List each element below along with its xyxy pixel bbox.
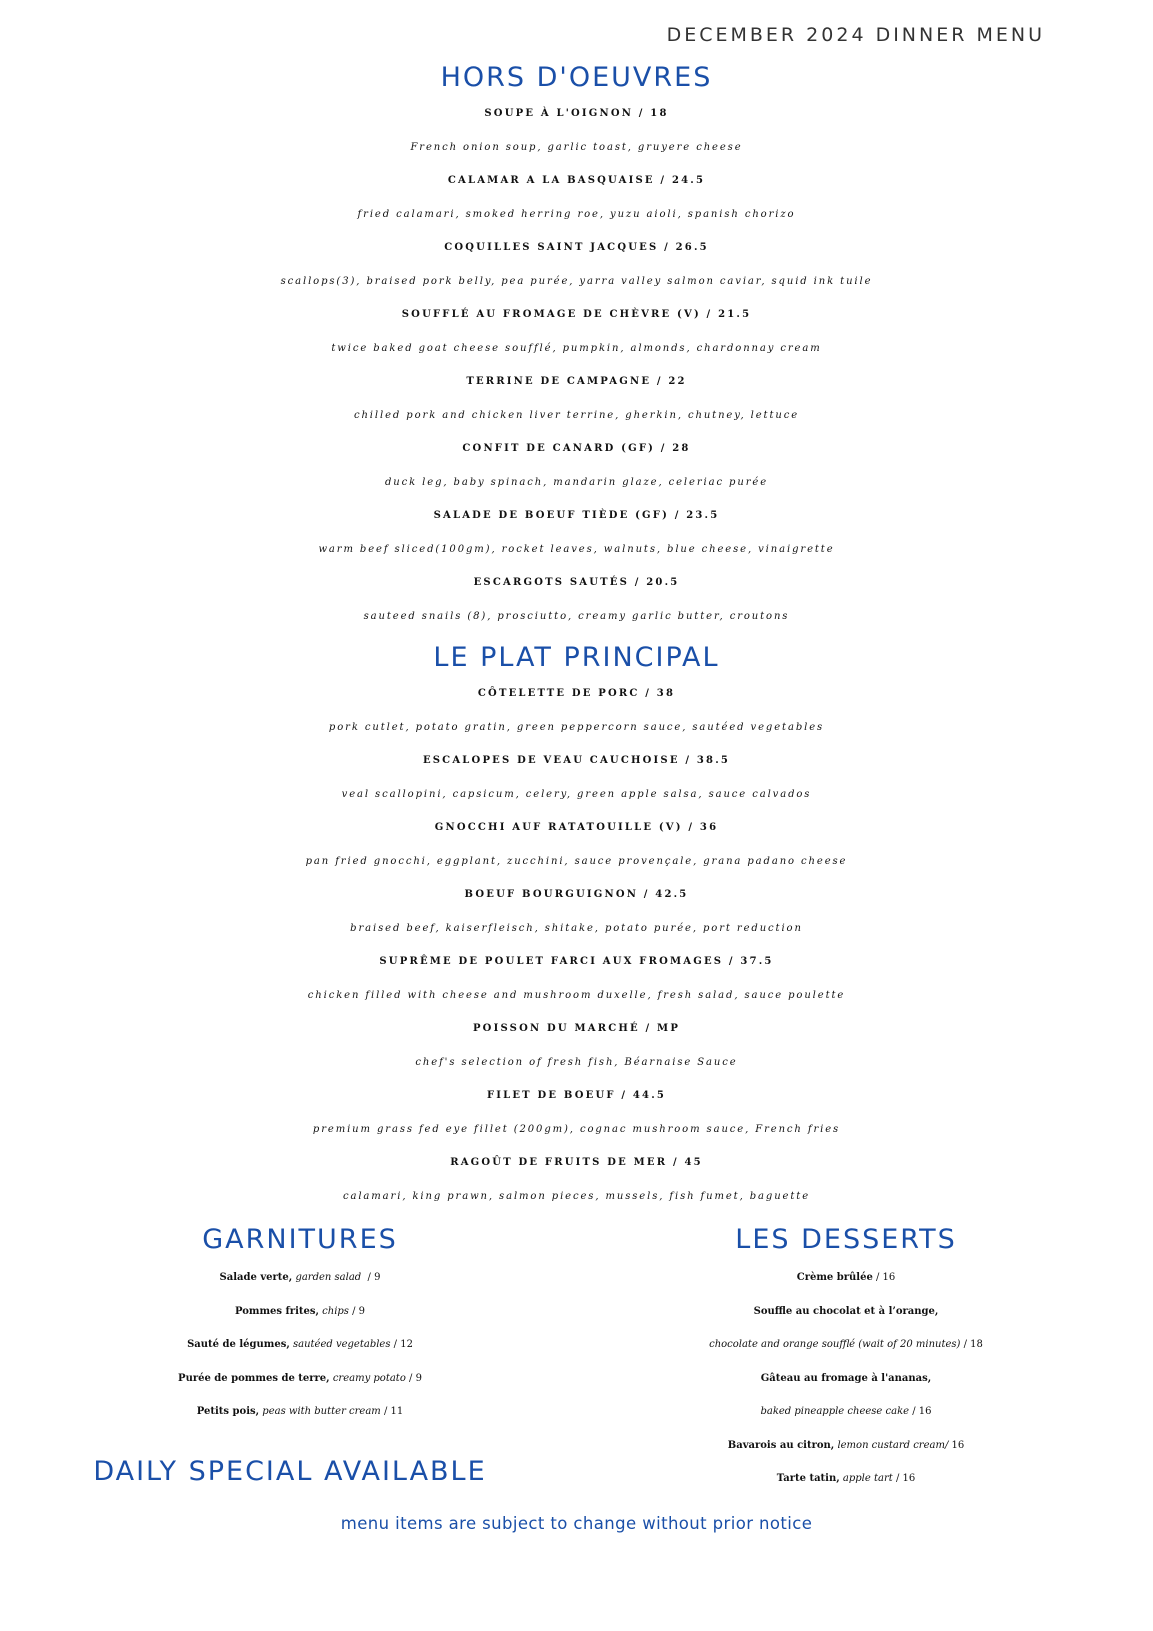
dessert-name: Crème brûlée: [796, 1272, 873, 1283]
section-title-desserts: LES DESSERTS: [735, 1224, 957, 1255]
item-name: SOUPE À L'OIGNON / 18: [484, 108, 669, 119]
item-description: twice baked goat cheese soufflé, pumpkin, almonds, chardonnay cream: [331, 343, 822, 354]
item-description: chicken filled with cheese and mushroom duxelle, fresh salad, sauce poulette: [307, 990, 846, 1001]
side-price: / 9: [405, 1372, 422, 1384]
list-item: [566, 1328, 1126, 1362]
item-description: chef's selection of fresh fish, Béarnaise Sauce: [415, 1057, 738, 1068]
item-description: fried calamari, smoked herring roe, yuzu aioli, spanish chorizo: [357, 209, 796, 220]
footer-note: menu items are subject to change without prior notice: [340, 1514, 813, 1533]
item-description: pork cutlet, potato gratin, green peppercorn sauce, sautéed vegetables: [328, 722, 825, 733]
side-name: Petits pois,: [196, 1406, 260, 1417]
item-name: CALAMAR A LA BASQUAISE / 24.5: [447, 175, 706, 186]
menu-item: [0, 811, 1153, 878]
section-title-plat-principal: LE PLAT PRINCIPAL: [433, 642, 720, 673]
side-description: garden salad: [292, 1272, 362, 1283]
item-name: POISSON DU MARCHÉ / MP: [472, 1023, 681, 1034]
item-description: French onion soup, garlic toast, gruyere cheese: [410, 142, 743, 153]
menu-date: DECEMBER 2024 DINNER MENU: [666, 24, 1045, 46]
menu-item: [0, 566, 1153, 633]
menu-item: [0, 231, 1153, 298]
side-name: Pommes frites,: [234, 1305, 319, 1317]
menu-item: [0, 1146, 1153, 1213]
menu-item: [0, 1012, 1153, 1079]
dessert-price: / 16: [909, 1406, 932, 1417]
item-description: veal scallopini, capsicum, celery, green apple salsa, sauce calvados: [341, 789, 812, 800]
item-description: pan fried gnocchi, eggplant, zucchini, sauce provençale, grana padano cheese: [305, 856, 848, 867]
menu-item: [0, 97, 1153, 164]
dessert-price: / 16: [892, 1473, 916, 1484]
list-item: [40, 1261, 560, 1295]
item-description: premium grass fed eye fillet (200gm), cognac mushroom sauce, French fries: [312, 1124, 841, 1135]
item-description: scallops(3), braised pork belly, pea purée, yarra valley salmon caviar, squid ink tuile: [280, 276, 873, 287]
item-name: SOUFFLÉ AU FROMAGE DE CHÈVRE (V) / 21.5: [401, 309, 752, 320]
section-title-garnitures: GARNITURES: [202, 1224, 398, 1255]
item-description: sauteed snails (8), prosciutto, creamy garlic butter, croutons: [363, 611, 790, 622]
dessert-description: chocolate and orange soufflé (wait of 20 minutes): [709, 1339, 961, 1350]
menu-item: [0, 677, 1153, 744]
menu-item: [0, 432, 1153, 499]
list-item: [566, 1395, 1126, 1429]
side-description: creamy potato: [329, 1372, 406, 1384]
item-description: warm beef sliced(100gm), rocket leaves, walnuts, blue cheese, vinaigrette: [318, 544, 835, 555]
item-name: FILET DE BOEUF / 44.5: [486, 1090, 667, 1101]
item-description: duck leg, baby spinach, mandarin glaze, celeriac purée: [384, 477, 769, 488]
item-name: GNOCCHI AUF RATATOUILLE (V) / 36: [434, 822, 719, 833]
dessert-name: Gâteau au fromage à l'ananas,: [760, 1372, 932, 1384]
menu-item: [0, 945, 1153, 1012]
item-name: ESCARGOTS SAUTÉS / 20.5: [473, 577, 680, 588]
dessert-name: Bavarois au citron,: [727, 1439, 835, 1451]
side-price: / 9: [361, 1272, 381, 1283]
list-item: [566, 1261, 1126, 1295]
dessert-description: apple tart: [839, 1473, 893, 1484]
side-name: Sauté de légumes,: [187, 1339, 290, 1350]
item-name: SUPRÊME DE POULET FARCI AUX FROMAGES / 37.5: [379, 956, 774, 967]
list-item: [566, 1362, 1126, 1396]
item-description: calamari, king prawn, salmon pieces, mussels, fish fumet, baguette: [342, 1191, 811, 1202]
dessert-description: baked pineapple cheese cake: [760, 1406, 910, 1417]
list-item: [40, 1362, 560, 1396]
hors-doeuvres-section: [0, 59, 1153, 633]
side-name: Salade verte,: [219, 1272, 293, 1283]
menu-item: [0, 499, 1153, 566]
item-description: braised beef, kaiserfleisch, shitake, potato purée, port reduction: [350, 923, 803, 934]
item-name: SALADE DE BOEUF TIÈDE (GF) / 23.5: [433, 510, 720, 521]
list-item: [40, 1328, 560, 1362]
side-price: / 12: [390, 1339, 413, 1350]
section-title-hors-doeuvres: HORS D'OEUVRES: [440, 62, 713, 93]
menu-item: [0, 1079, 1153, 1146]
item-name: COQUILLES SAINT JACQUES / 26.5: [444, 242, 709, 253]
dessert-description: lemon custard cream/: [834, 1439, 949, 1451]
list-item: [40, 1295, 560, 1329]
item-name: CONFIT DE CANARD (GF) / 28: [462, 443, 691, 454]
side-price: / 9: [348, 1305, 366, 1317]
daily-special-banner: DAILY SPECIAL AVAILABLE: [93, 1456, 487, 1487]
item-name: ESCALOPES DE VEAU CAUCHOISE / 38.5: [422, 755, 731, 766]
side-name: Purée de pommes de terre,: [178, 1372, 330, 1384]
item-name: BOEUF BOURGUIGNON / 42.5: [464, 889, 689, 900]
side-description: peas with butter cream: [259, 1406, 381, 1417]
list-item: [566, 1462, 1126, 1496]
menu-item: [0, 164, 1153, 231]
dessert-name: Souffle au chocolat et à l’orange,: [753, 1305, 939, 1317]
item-name: RAGOÛT DE FRUITS DE MER / 45: [450, 1157, 703, 1168]
side-description: chips: [318, 1305, 349, 1317]
list-item: [566, 1429, 1126, 1463]
dessert-name: Tarte tatin,: [776, 1473, 840, 1484]
desserts-section: [566, 1219, 1126, 1496]
menu-item: [0, 878, 1153, 945]
item-name: TERRINE DE CAMPAGNE / 22: [466, 376, 687, 387]
list-item: [566, 1295, 1126, 1329]
side-description: sautéed vegetables: [289, 1339, 391, 1350]
dessert-price: / 18: [960, 1339, 983, 1350]
side-price: / 11: [380, 1406, 404, 1417]
list-item: [40, 1395, 560, 1429]
menu-item: [0, 298, 1153, 365]
item-name: CÔTELETTE DE PORC / 38: [477, 688, 676, 699]
dessert-price: 16: [948, 1439, 965, 1451]
plat-principal-section: [0, 639, 1153, 1213]
garnitures-section: [40, 1219, 560, 1429]
item-description: chilled pork and chicken liver terrine, gherkin, chutney, lettuce: [353, 410, 800, 421]
menu-item: [0, 744, 1153, 811]
menu-item: [0, 365, 1153, 432]
dessert-price: / 16: [872, 1272, 896, 1283]
